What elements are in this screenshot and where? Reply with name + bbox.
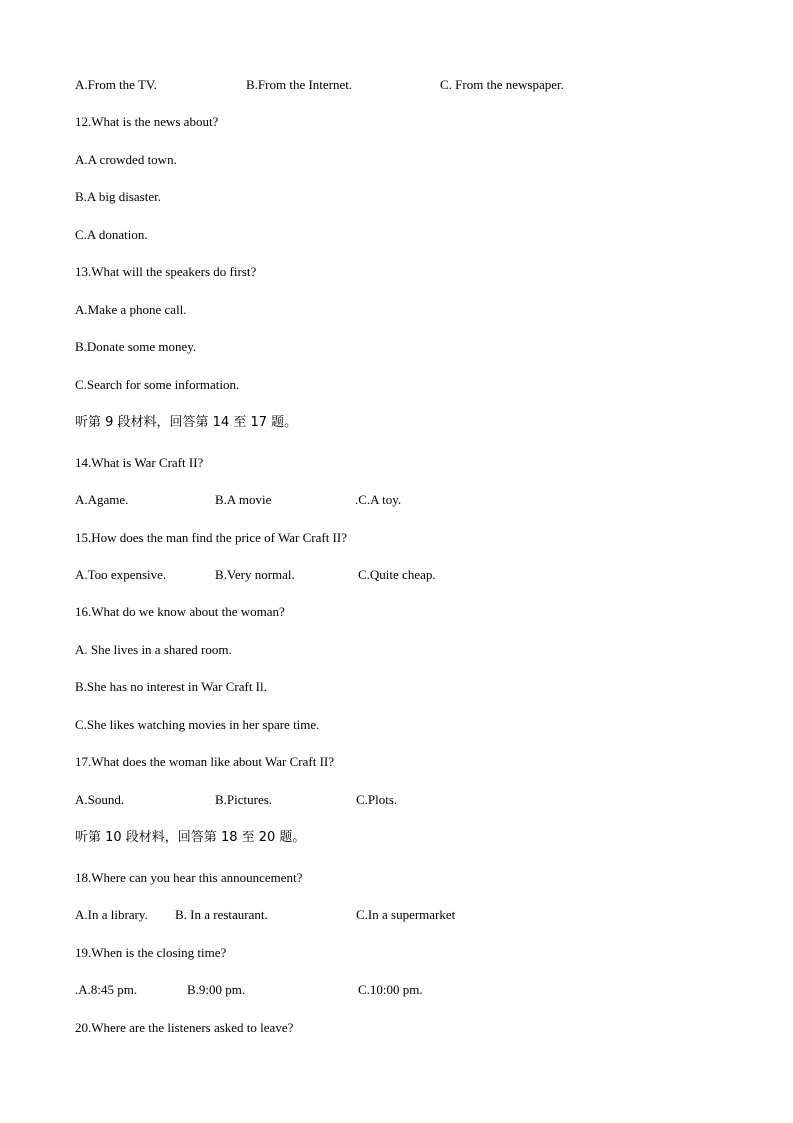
q11-option-a: A.From the TV. bbox=[75, 77, 157, 92]
q14-option-a: A.Agame. bbox=[75, 492, 129, 507]
q13-option-c: C.Search for some information. bbox=[75, 377, 240, 392]
q17-option-c: C.Plots. bbox=[356, 792, 398, 807]
q17-option-a: A.Sound. bbox=[75, 792, 125, 807]
q12-option-b: B.A big disaster. bbox=[75, 189, 161, 204]
q12-option-c: C.A donation. bbox=[75, 227, 148, 242]
q16-option-a: A. She lives in a shared room. bbox=[75, 642, 232, 657]
q18-option-c: C.In a supermarket bbox=[356, 907, 456, 922]
section-9-instruction: 听第 9 段材料，回答第 14 至 17 题。 bbox=[75, 415, 298, 430]
q11-option-c: C. From the newspaper. bbox=[440, 77, 564, 92]
q13-option-b: B.Donate some money. bbox=[75, 339, 197, 354]
q11-option-b: B.From the Internet. bbox=[246, 77, 353, 92]
q19-option-c: C.10:00 pm. bbox=[358, 982, 423, 997]
q15-question: 15.How does the man find the price of War Craft II? bbox=[75, 530, 347, 545]
q17-question: 17.What does the woman like about War Craft II? bbox=[75, 754, 334, 769]
q18-option-a: A.In a library. bbox=[75, 907, 148, 922]
q15-option-a: A.Too expensive. bbox=[75, 567, 167, 582]
section-10-instruction: 听第 10 段材料，回答第 18 至 20 题。 bbox=[75, 830, 306, 845]
q14-option-b: B.A movie bbox=[215, 492, 272, 507]
q18-question: 18.Where can you hear this announcement? bbox=[75, 870, 303, 885]
q18-option-b: B. In a restaurant. bbox=[175, 907, 268, 922]
q14-option-c: .C.A toy. bbox=[355, 492, 402, 507]
q19-option-a: .A.8:45 pm. bbox=[75, 982, 138, 997]
q12-question: 12.What is the news about? bbox=[75, 114, 219, 129]
q16-option-b: B.She has no interest in War Craft Il. bbox=[75, 679, 267, 694]
q13-question: 13.What will the speakers do first? bbox=[75, 264, 257, 279]
q12-option-a: A.A crowded town. bbox=[75, 152, 177, 167]
q13-option-a: A.Make a phone call. bbox=[75, 302, 187, 317]
q15-option-c: C.Quite cheap. bbox=[358, 567, 436, 582]
q16-question: 16.What do we know about the woman? bbox=[75, 604, 285, 619]
q19-option-b: B.9:00 pm. bbox=[187, 982, 246, 997]
q14-question: 14.What is War Craft II? bbox=[75, 455, 204, 470]
q16-option-c: C.She likes watching movies in her spare time. bbox=[75, 717, 320, 732]
q15-option-b: B.Very normal. bbox=[215, 567, 295, 582]
q17-option-b: B.Pictures. bbox=[215, 792, 273, 807]
q20-question: 20.Where are the listeners asked to leave? bbox=[75, 1020, 294, 1035]
q19-question: 19.When is the closing time? bbox=[75, 945, 227, 960]
